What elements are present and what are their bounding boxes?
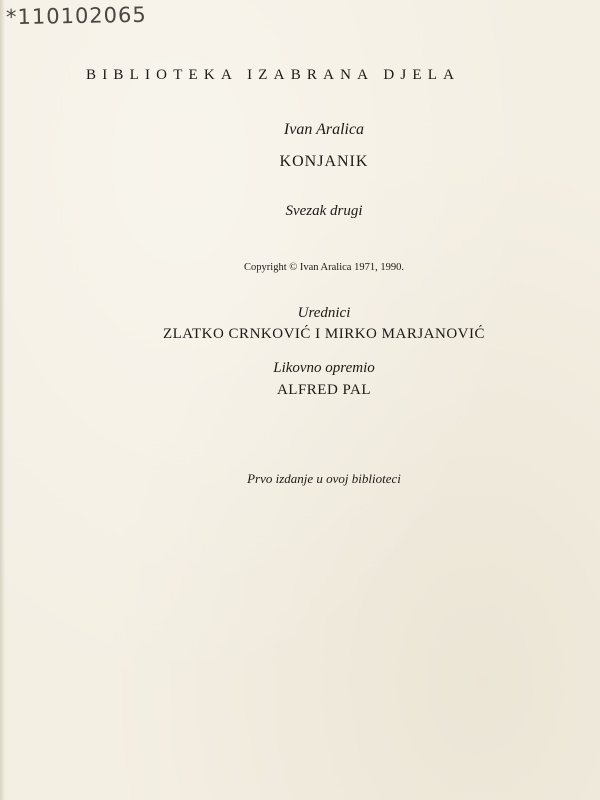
book-title: KONJANIK	[279, 153, 369, 170]
designer-name: ALFRED PAL	[276, 382, 372, 398]
editors-names: ZLATKO CRNKOVIĆ I MIRKO MARJANOVIĆ	[162, 326, 485, 342]
editors-label: Urednici	[297, 305, 351, 321]
copyright-notice: Copyright © Ivan Aralica 1971, 1990.	[244, 262, 404, 273]
design-label: Likovno opremio	[273, 360, 375, 376]
volume-label: Svezak drugi	[285, 203, 363, 219]
page-edge-shadow	[0, 0, 5, 800]
handwritten-inventory-number: *110102065	[5, 2, 147, 30]
author-name: Ivan Aralica	[283, 121, 365, 138]
series-title: BIBLIOTEKA IZABRANA DJELA	[86, 67, 461, 83]
edition-note: Prvo izdanje u ovoj biblioteci	[247, 471, 401, 486]
